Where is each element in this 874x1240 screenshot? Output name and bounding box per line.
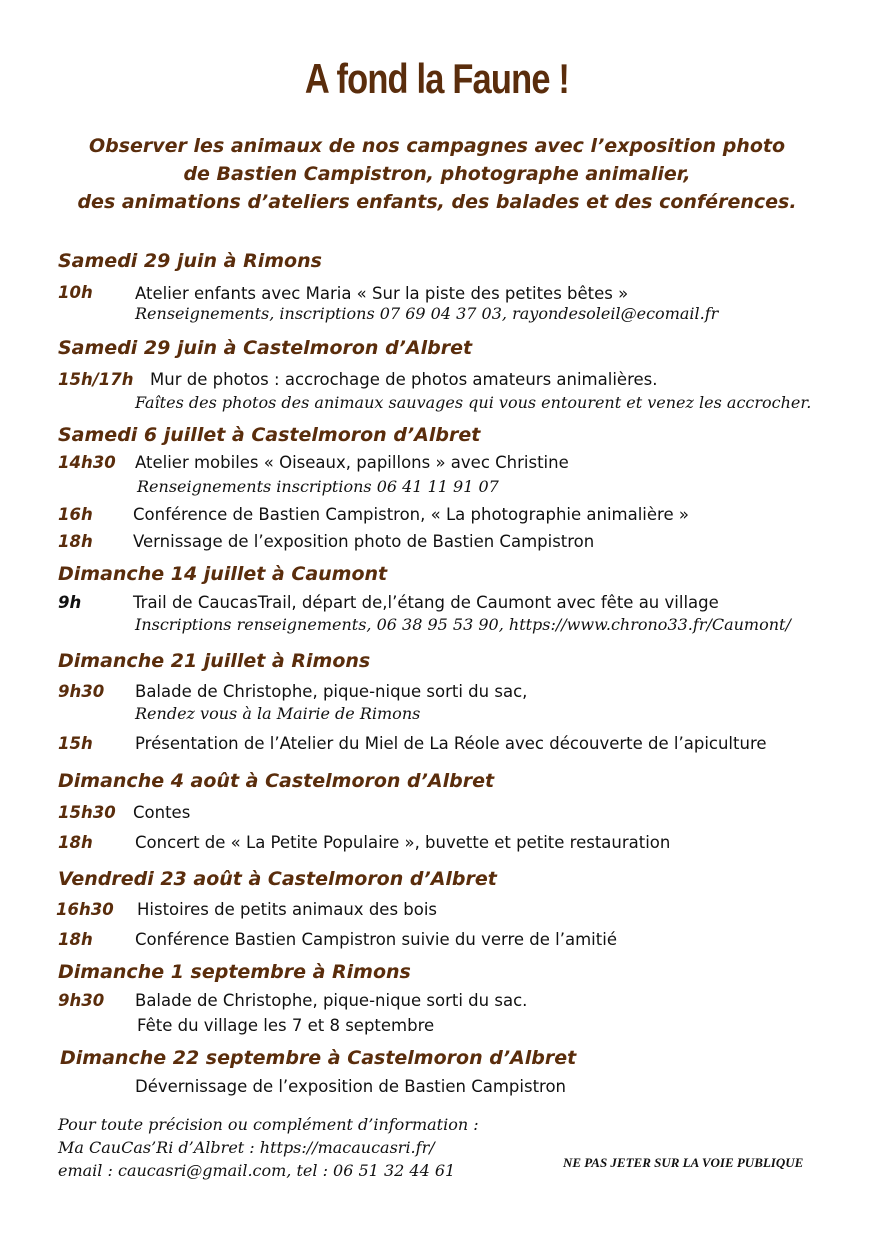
event-text: Trail de CaucasTrail, départ de,l’étang de Caumont avec fête au village	[133, 593, 719, 612]
contact-footer	[58, 1113, 479, 1182]
event-time: 9h30	[58, 682, 105, 701]
event-time: 15h30	[58, 803, 116, 822]
event-text: Balade de Christophe, pique-nique sorti du sac,	[135, 682, 528, 701]
event-text: Présentation de l’Atelier du Miel de La Réole avec découverte de l’apiculture	[135, 734, 767, 753]
event-day-heading: Dimanche 1 septembre à Rimons	[58, 961, 411, 983]
footer-line: Pour toute précision ou complément d’information :	[58, 1115, 479, 1134]
event-text: Conférence Bastien Campistron suivie du verre de l’amitié	[135, 930, 617, 949]
event-time: 18h	[58, 532, 93, 551]
event-day-heading: Vendredi 23 août à Castelmoron d’Albret	[58, 868, 497, 890]
event-time: 18h	[58, 930, 93, 949]
event-day-heading: Dimanche 4 août à Castelmoron d’Albret	[58, 770, 495, 792]
event-text: Dévernissage de l’exposition de Bastien Campistron	[135, 1077, 567, 1096]
event-text: Conférence de Bastien Campistron, « La photographie animalière »	[133, 505, 689, 524]
event-day-heading: Samedi 29 juin à Rimons	[58, 250, 322, 272]
subtitle	[0, 132, 874, 216]
subtitle-line: de Bastien Campistron, photographe animalier,	[183, 163, 691, 185]
event-time: 9h30	[58, 991, 105, 1010]
event-day-heading: Dimanche 22 septembre à Castelmoron d’Albret	[60, 1047, 577, 1069]
event-day-heading: Samedi 29 juin à Castelmoron d’Albret	[58, 337, 473, 359]
event-note: Renseignements inscriptions 06 41 11 91 07	[137, 477, 499, 496]
event-text: Atelier enfants avec Maria « Sur la piste des petites bêtes »	[135, 284, 629, 303]
event-text: Contes	[133, 803, 191, 822]
event-text: Concert de « La Petite Populaire », buvette et petite restauration	[135, 833, 671, 852]
disposal-notice: NE PAS JETER SUR LA VOIE PUBLIQUE	[563, 1155, 804, 1170]
event-note: Renseignements, inscriptions 07 69 04 37 03, rayondesoleil@ecomail.fr	[135, 304, 719, 323]
event-time: 9h	[58, 593, 82, 612]
event-time: 14h30	[58, 453, 116, 472]
event-day-heading: Samedi 6 juillet à Castelmoron d’Albret	[58, 424, 481, 446]
event-text: Vernissage de l’exposition photo de Bastien Campistron	[133, 532, 595, 551]
footer-line: Ma CauCas’Ri d’Albret : https://macaucasri.fr/	[58, 1138, 435, 1157]
footer-line: email : caucasri@gmail.com, tel : 06 51 32 44 61	[58, 1161, 456, 1180]
event-text: Fête du village les 7 et 8 septembre	[137, 1016, 435, 1035]
event-note: Rendez vous à la Mairie de Rimons	[135, 704, 421, 723]
event-note: Inscriptions renseignements, 06 38 95 53 90, https://www.chrono33.fr/Caumont/	[135, 615, 791, 634]
event-text: Mur de photos : accrochage de photos amateurs animalières.	[150, 370, 658, 389]
event-time: 15h	[58, 734, 93, 753]
page-title: A fond la Faune !	[304, 55, 570, 102]
event-day-heading: Dimanche 14 juillet à Caumont	[58, 563, 388, 585]
event-day-heading: Dimanche 21 juillet à Rimons	[58, 650, 371, 672]
event-text: Atelier mobiles « Oiseaux, papillons » avec Christine	[135, 453, 569, 472]
event-text: Balade de Christophe, pique-nique sorti du sac.	[135, 991, 528, 1010]
event-time: 16h30	[56, 900, 114, 919]
event-time: 15h/17h	[58, 370, 134, 389]
event-time: 16h	[58, 505, 93, 524]
event-time: 10h	[58, 283, 93, 302]
subtitle-line: des animations d’ateliers enfants, des balades et des conférences.	[77, 191, 797, 213]
event-note: Faîtes des photos des animaux sauvages qui vous entourent et venez les accrocher.	[135, 393, 812, 412]
subtitle-line: Observer les animaux de nos campagnes avec l’exposition photo	[88, 135, 786, 157]
event-text: Histoires de petits animaux des bois	[137, 900, 438, 919]
event-time: 18h	[58, 833, 93, 852]
